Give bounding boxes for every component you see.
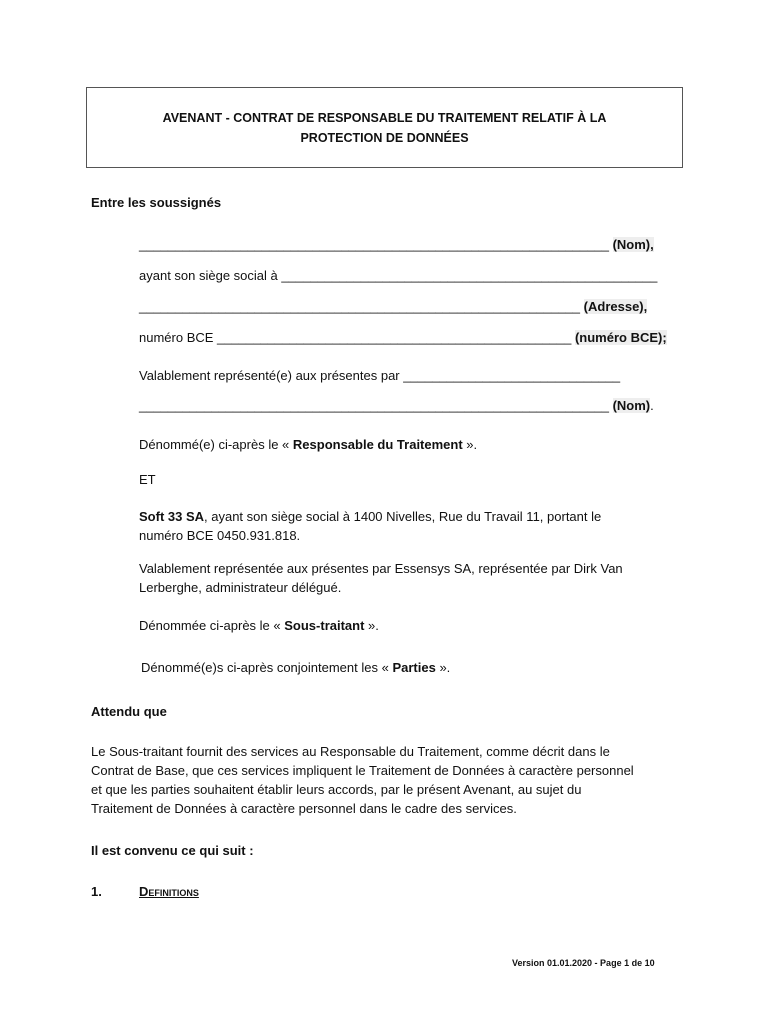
- et-separator: ET: [139, 472, 156, 487]
- attendu-line-4: Traitement de Données à caractère personnel dans le cadre des services.: [91, 801, 517, 816]
- party1-seat-prefix: ayant son siège social à: [139, 268, 278, 283]
- attendu-heading: Attendu que: [91, 704, 167, 719]
- document-title-line-1: AVENANT - CONTRAT DE RESPONSABLE DU TRAITEMENT RELATIF À LA: [162, 110, 607, 125]
- party1-rep-prefix: Valablement représenté(e) aux présentes par: [139, 368, 400, 383]
- page-footer: Version 01.01.2020 - Page 1 de 10: [512, 958, 655, 968]
- party1-bce-blank: _________________________________________________: [217, 330, 572, 345]
- party2-identity: [139, 507, 677, 545]
- party1-rep-name-label: (Nom): [612, 398, 651, 413]
- parties-suffix: ».: [439, 660, 451, 675]
- attendu-line-2: Contrat de Base, que ces services impliquent le Traitement de Données à caractère personnel: [91, 763, 634, 778]
- party1-seat-blank: ____________________________________________________: [281, 268, 658, 283]
- party1-seat-line: [139, 267, 657, 285]
- section-1-number: 1.: [91, 884, 102, 899]
- between-heading: Entre les soussignés: [91, 195, 222, 210]
- party1-name-blank: _________________________________________________________________: [139, 237, 609, 252]
- convenu-heading: Il est convenu ce qui suit :: [91, 843, 254, 858]
- party1-rep-blank: ______________________________: [403, 368, 621, 383]
- party2-called-name: Sous-traitant: [284, 618, 365, 633]
- party2-called-prefix: Dénommée ci-après le «: [139, 618, 281, 633]
- party1-address-label: (Adresse),: [583, 299, 648, 314]
- party1-bce-line: [139, 329, 667, 347]
- party1-rep-name-end: .: [650, 398, 654, 413]
- party1-name-label: (Nom),: [612, 237, 654, 252]
- party1-rep-name-blank: _________________________________________________________________: [139, 398, 609, 413]
- party2-rep-line1: Valablement représentée aux présentes par Essensys SA, représentée par Dirk Van: [139, 561, 623, 576]
- party1-address-line: [139, 298, 647, 316]
- party1-rep-line: [139, 367, 620, 385]
- party2-rep-line2: Lerberghe, administrateur délégué.: [139, 580, 342, 595]
- party1-bce-prefix: numéro BCE: [139, 330, 214, 345]
- party2-called-line: [139, 617, 379, 635]
- section-1-title-text: Definitions: [139, 884, 199, 899]
- attendu-paragraph: [91, 742, 677, 818]
- party2-line2: numéro BCE 0450.931.818.: [139, 528, 301, 543]
- party1-called-prefix: Dénommé(e) ci-après le «: [139, 437, 290, 452]
- party1-called-name: Responsable du Traitement: [292, 437, 463, 452]
- party1-called-line: [139, 436, 477, 454]
- parties-called-line: [141, 659, 450, 677]
- party2-company: Soft 33 SA: [139, 509, 205, 524]
- parties-prefix: Dénommé(e)s ci-après conjointement les «: [141, 660, 389, 675]
- attendu-line-3: et que les parties souhaitent établir leurs accords, par le présent Avenant, au sujet du: [91, 782, 582, 797]
- document-title-line-2: PROTECTION DE DONNÉES: [300, 130, 469, 145]
- section-1-title: [139, 883, 199, 901]
- title-box: [86, 87, 683, 168]
- party1-rep-name-line: [139, 397, 654, 415]
- party2-called-suffix: ».: [368, 618, 379, 633]
- party1-name-line: [139, 236, 654, 254]
- party1-address-blank: _____________________________________________________________: [139, 299, 581, 314]
- attendu-line-1: Le Sous-traitant fournit des services au Responsable du Traitement, comme décrit dans le: [91, 744, 610, 759]
- party2-line1-rest: , ayant son siège social à 1400 Nivelles, Rue du Travail 11, portant le: [204, 509, 602, 524]
- party1-bce-label: (numéro BCE);: [574, 330, 667, 345]
- party2-representation: [139, 559, 677, 597]
- parties-name: Parties: [392, 660, 436, 675]
- party1-called-suffix: ».: [466, 437, 478, 452]
